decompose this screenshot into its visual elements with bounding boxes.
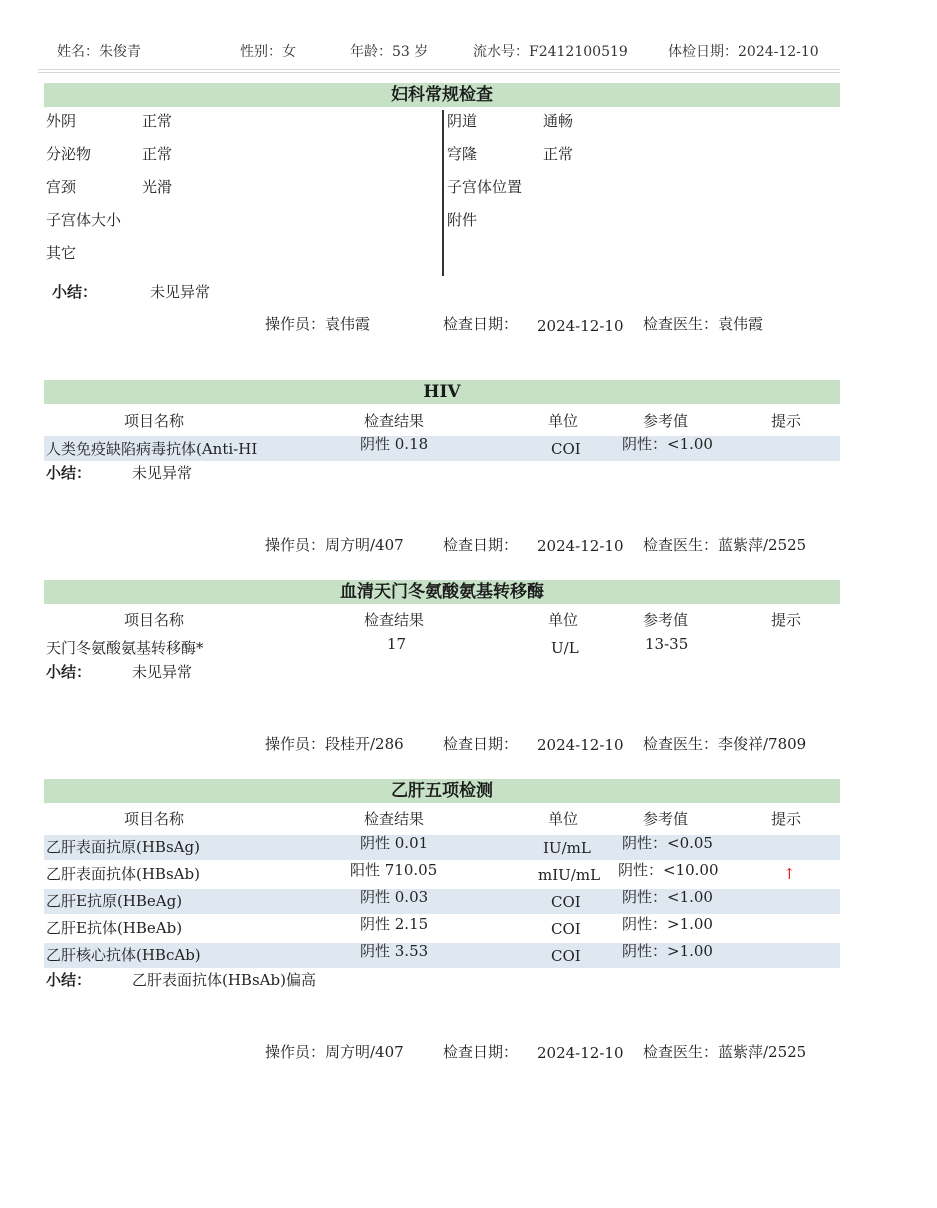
patient-gender: 性别：女 (240, 44, 296, 60)
operator: 操作员：袁伟霞 (265, 315, 371, 333)
check-date-label: 检查日期： (443, 1043, 519, 1061)
check-date-label: 检查日期： (443, 536, 519, 554)
cell-name: 乙肝E抗体(HBeAb) (46, 919, 183, 937)
summary-label: 小结： (52, 283, 98, 301)
cell-name: 乙肝表面抗原(HBsAg) (46, 838, 200, 856)
cell-name: 乙肝E抗原(HBeAg) (46, 892, 183, 910)
column-header-unit: 单位 (548, 810, 579, 828)
cell-result: 阴性 2.15 (360, 915, 429, 933)
field-value: 正常 (142, 145, 173, 163)
field-label: 分泌物 (46, 145, 92, 163)
patient-age: 年龄：53 岁 (350, 44, 429, 60)
column-header-name: 项目名称 (124, 412, 185, 430)
cell-reference: 阴性：>1.00 (622, 942, 713, 960)
column-header-unit: 单位 (548, 611, 579, 629)
summary-text: 乙肝表面抗体(HBsAb)偏高 (132, 971, 316, 989)
column-header-name: 项目名称 (124, 810, 185, 828)
summary-label: 小结： (46, 971, 92, 989)
cell-unit: mIU/mL (538, 866, 601, 884)
field-value: 正常 (543, 145, 574, 163)
header-divider (38, 69, 840, 70)
check-date-label: 检查日期： (443, 315, 519, 333)
cell-unit: COI (551, 920, 581, 938)
operator: 操作员：周方明/407 (265, 1043, 404, 1061)
cell-reference: 阴性：<1.00 (622, 888, 713, 906)
operator: 操作员：周方明/407 (265, 536, 404, 554)
field-value: 正常 (142, 112, 173, 130)
column-header-flag: 提示 (771, 611, 802, 629)
patient-name: 姓名：朱俊青 (57, 44, 141, 60)
column-header-reference: 参考值 (643, 412, 689, 430)
cell-result: 阳性 710.05 (350, 861, 438, 879)
field-label: 附件 (447, 211, 478, 229)
column-header-name: 项目名称 (124, 611, 185, 629)
check-date-label: 检查日期： (443, 735, 519, 753)
column-header-reference: 参考值 (643, 611, 689, 629)
up-arrow-flag: ↑ (783, 865, 796, 883)
doctor: 检查医生：蓝紫萍/2525 (643, 1043, 807, 1061)
check-date: 2024-12-10 (537, 537, 624, 555)
cell-reference: 阴性：<0.05 (622, 834, 713, 852)
summary-text: 未见异常 (150, 283, 211, 301)
cell-unit: COI (551, 893, 581, 911)
section-title: HIV (44, 380, 840, 404)
column-header-flag: 提示 (771, 412, 802, 430)
summary-text: 未见异常 (132, 663, 193, 681)
serial-number: 流水号：F2412100519 (473, 44, 628, 60)
cell-name: 天门冬氨酸氨基转移酶* (46, 639, 204, 657)
exam-date: 体检日期：2024-12-10 (668, 44, 819, 60)
cell-result: 17 (387, 635, 407, 653)
field-label: 外阴 (46, 112, 77, 130)
column-header-result: 检查结果 (364, 611, 425, 629)
column-header-reference: 参考值 (643, 810, 689, 828)
field-value: 通畅 (543, 112, 574, 130)
cell-unit: COI (551, 947, 581, 965)
cell-reference: 13-35 (645, 635, 689, 653)
cell-reference: 阴性：>1.00 (622, 915, 713, 933)
section-title: 乙肝五项检测 (44, 779, 840, 803)
field-label: 穹隆 (447, 145, 478, 163)
summary-label: 小结： (46, 663, 92, 681)
field-label: 宫颈 (46, 178, 77, 196)
field-value: 光滑 (142, 178, 173, 196)
doctor: 检查医生：蓝紫萍/2525 (643, 536, 807, 554)
cell-reference: 阴性：<10.00 (618, 861, 719, 879)
check-date: 2024-12-10 (537, 317, 624, 335)
column-header-result: 检查结果 (364, 810, 425, 828)
check-date: 2024-12-10 (537, 1044, 624, 1062)
summary-label: 小结： (46, 464, 92, 482)
field-label: 其它 (46, 244, 77, 262)
field-label: 子宫体大小 (46, 211, 122, 229)
column-header-result: 检查结果 (364, 412, 425, 430)
cell-result: 阴性 0.18 (360, 435, 429, 453)
check-date: 2024-12-10 (537, 736, 624, 754)
cell-name: 人类免疫缺陷病毒抗体(Anti-HI (46, 440, 258, 458)
cell-unit: IU/mL (543, 839, 591, 857)
cell-reference: 阴性：<1.00 (622, 435, 713, 453)
section-title: 妇科常规检查 (44, 83, 840, 107)
operator: 操作员：段桂开/286 (265, 735, 404, 753)
doctor: 检查医生：袁伟霞 (643, 315, 764, 333)
cell-result: 阴性 0.03 (360, 888, 429, 906)
cell-unit: COI (551, 440, 581, 458)
cell-name: 乙肝核心抗体(HBcAb) (46, 946, 201, 964)
section-title: 血清天门冬氨酸氨基转移酶 (44, 580, 840, 604)
field-label: 阴道 (447, 112, 478, 130)
field-label: 子宫体位置 (447, 178, 523, 196)
column-header-unit: 单位 (548, 412, 579, 430)
header-divider-2 (38, 72, 840, 73)
column-divider (442, 110, 444, 276)
column-header-flag: 提示 (771, 810, 802, 828)
doctor: 检查医生：李俊祥/7809 (643, 735, 807, 753)
summary-text: 未见异常 (132, 464, 193, 482)
cell-unit: U/L (551, 639, 579, 657)
cell-result: 阴性 0.01 (360, 834, 429, 852)
cell-name: 乙肝表面抗体(HBsAb) (46, 865, 200, 883)
cell-result: 阴性 3.53 (360, 942, 429, 960)
